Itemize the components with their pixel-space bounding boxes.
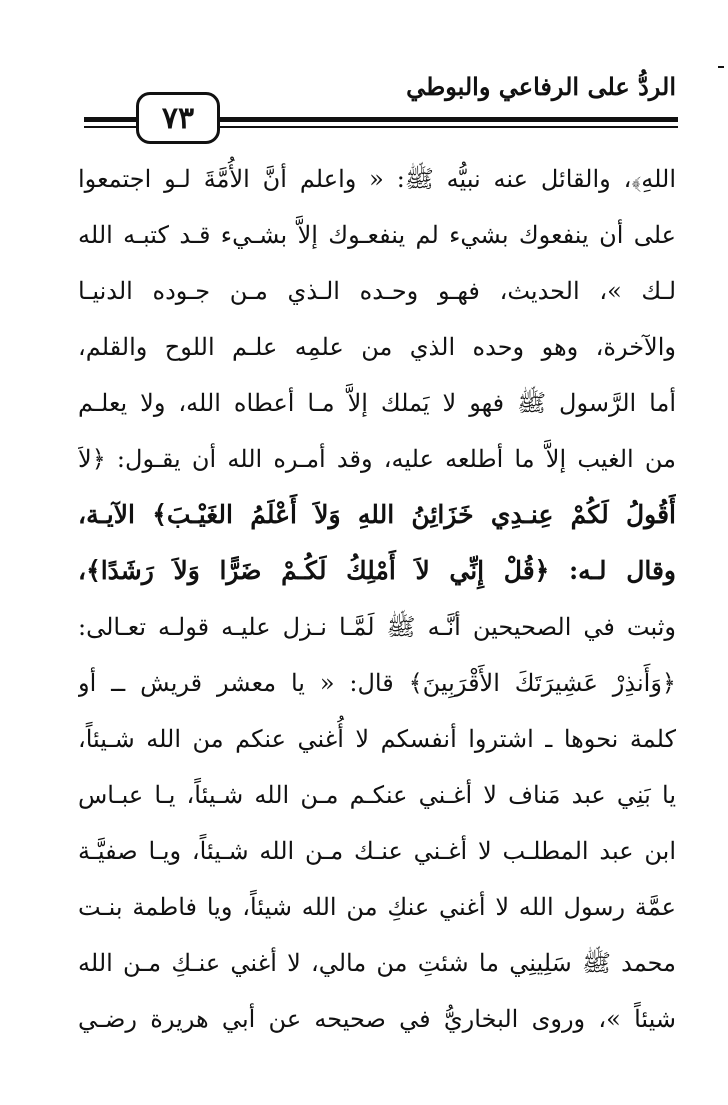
quran-verse-line: وقال لـه: ﴿قُلْ إِنِّي لاَ أَمْلِكُ لَكُـمْ ضَرًّا وَلاَ رَشَدًا﴾، <box>78 556 676 585</box>
text-line: والآخرة، وهو وحده الذي من علمِه علـم اللوح والقلم، <box>78 333 676 361</box>
text-line: محمد ﷺ سَلِينِي ما شئتِ من مالي، لا أغني عنـكِ مـن الله <box>78 949 676 977</box>
text-line: من الغيب إلاَّ ما أطلعه عليه، وقد أمـره الله أن يقـول: ﴿لاَ <box>78 445 676 473</box>
text-line: على أن ينفعوك بشيء لم ينفعـوك إلاَّ بشـيء قـد كتبـه الله <box>78 221 676 249</box>
text-line: ﴿وَأَنذِرْ عَشِيرَتَكَ الأَقْرَبِينَ﴾ قال: « يا معشر قريش ــ أو <box>78 669 676 697</box>
quran-verse-line: أَقُولُ لَكُمْ عِنـدِي خَزَائِنُ اللهِ وَلاَ أَعْلَمُ الغَيْـبَ﴾ الآيـة، <box>78 500 676 529</box>
text-line: ابن عبد المطلـب لا أغـني عنـك مـن الله شـيئاً، ويـا صفيَّـة <box>78 837 676 865</box>
text-line: عمَّة رسول الله لا أغني عنكِ من الله شيئاً، ويا فاطمة بنـت <box>78 893 676 921</box>
text-line: وثبت في الصحيحين أنَّـه ﷺ لَمَّـا نـزل عليـه قولـه تعـالى: <box>78 613 676 641</box>
body-text <box>78 151 676 1047</box>
text-line: أما الرَّسول ﷺ فهو لا يَملك إلاَّ مـا أعطاه الله، ولا يعلـم <box>78 389 676 417</box>
running-header-title: الردُّ على الرفاعي والبوطي <box>406 72 676 101</box>
text-line: يا بَنِي عبد مَناف لا أغـني عنكـم مـن الله شـيئاً، يـا عبـاس <box>78 781 676 809</box>
text-line: شيئاً »، وروى البخاريُّ في صحيحه عن أبي هريرة رضـي <box>78 1005 676 1033</box>
text-line: اللهِ﴾، والقائل عنه نبيُّه ﷺ: « واعلم أنَّ الأُمَّةَ لـو اجتمعوا <box>78 165 676 193</box>
page-number: ٧٣ <box>136 92 220 144</box>
text-line: كلمة نحوها ـ اشتروا أنفسكم لا أُغني عنكم من الله شـيئاً، <box>78 725 676 753</box>
text-line: لـك »، الحديث، فهـو وحـده الـذي مـن جـوده الدنيـا <box>78 277 676 305</box>
edge-mark <box>718 66 724 68</box>
